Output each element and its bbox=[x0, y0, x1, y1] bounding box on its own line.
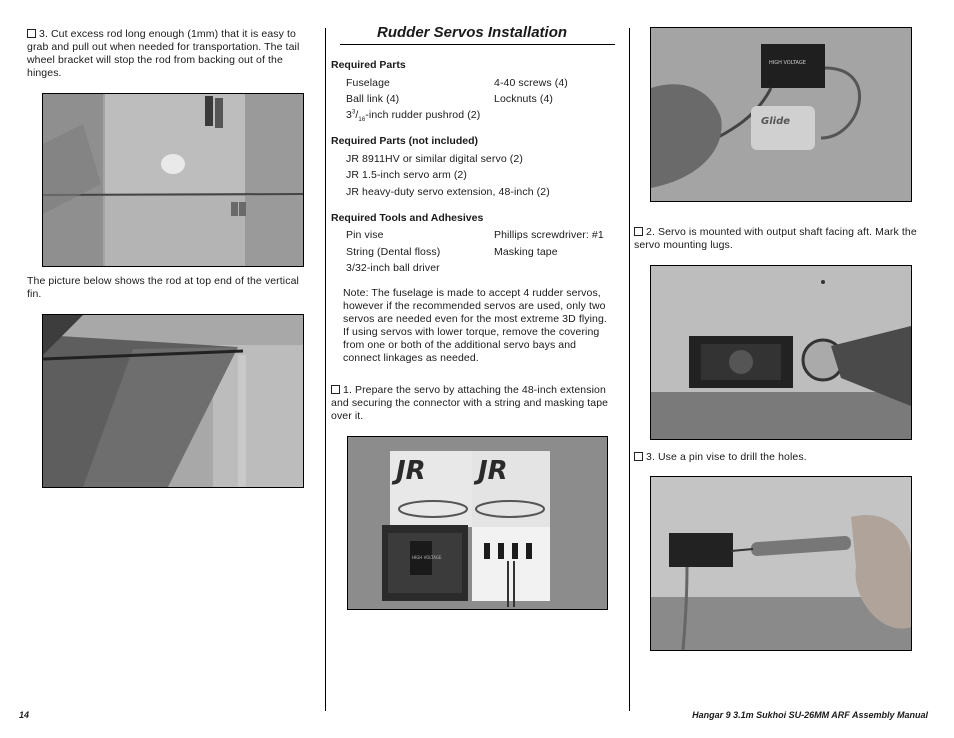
servo-label: HIGH VOLTAGE bbox=[412, 555, 442, 560]
step2-checkbox[interactable] bbox=[634, 227, 643, 236]
pin-vise-illustration bbox=[651, 477, 911, 650]
column-divider-right bbox=[629, 28, 630, 711]
part-ball-link: Ball link (4) bbox=[346, 93, 400, 105]
tool-screwdriver: Phillips screwdriver: #1 bbox=[494, 229, 604, 241]
servo-mounted-photo bbox=[650, 265, 912, 440]
right-step2-text: 2. Servo is mounted with output shaft facing aft. Mark the servo mounting lugs. bbox=[634, 226, 917, 251]
column-divider-left bbox=[325, 28, 326, 711]
servo-kit-photo bbox=[347, 436, 608, 610]
part-pushrod: $3^3/_{16}$-inch rudder pushrod (2) bbox=[346, 109, 481, 124]
tool-pin-vise: Pin vise bbox=[346, 229, 384, 241]
fuselage-note: Note: The fuselage is made to accept 4 rudder servos, however if the recommended servos are used, only two servos are needed even for the most extreme 3D flying. If using servos with lower torque, remove the covering from one or both of the additional servo bays and connect linkages as needed. bbox=[343, 287, 607, 364]
pushrod-denominator: 16 bbox=[358, 117, 366, 124]
servo-extension-photo bbox=[650, 27, 912, 202]
step3-checkbox[interactable] bbox=[27, 29, 36, 38]
title-underline bbox=[340, 44, 615, 45]
not-included-item: JR 8911HV or similar digital servo (2) bbox=[346, 153, 523, 165]
brand-label-1: JR bbox=[396, 456, 426, 486]
tool-string: String (Dental floss) bbox=[346, 246, 441, 258]
right-step3 bbox=[634, 451, 930, 464]
right-step3-text: 3. Use a pin vise to drill the holes. bbox=[646, 451, 807, 463]
tail-hinge-photo bbox=[42, 93, 304, 267]
part-fuselage: Fuselage bbox=[346, 77, 390, 89]
left-step3-text: 3. Cut excess rod long enough (1mm) that it is easy to grab and pull out when needed for transportation. The tail wheel bracket will stop the rod from backing out of the hinges. bbox=[27, 28, 300, 79]
left-caption: The picture below shows the rod at top end of the vertical fin. bbox=[27, 275, 299, 300]
connector-label: Glide bbox=[761, 116, 791, 127]
pushrod-numerator: 3 bbox=[351, 109, 356, 116]
middle-step1-text: 1. Prepare the servo by attaching the 48-inch extension and securing the connector with a string and masking tape over it. bbox=[331, 384, 609, 422]
not-included-heading: Required Parts (not included) bbox=[331, 135, 479, 147]
step3b-checkbox[interactable] bbox=[634, 452, 643, 461]
not-included-item: JR heavy-duty servo extension, 48-inch (2) bbox=[346, 186, 550, 198]
vertical-fin-photo bbox=[42, 314, 304, 488]
tool-tape: Masking tape bbox=[494, 246, 558, 258]
section-title: Rudder Servos Installation bbox=[377, 24, 568, 41]
tools-heading: Required Tools and Adhesives bbox=[331, 212, 484, 224]
servo-extension-illustration bbox=[651, 28, 911, 201]
part-locknuts: Locknuts (4) bbox=[494, 93, 553, 105]
right-step2 bbox=[634, 226, 930, 252]
not-included-item: JR 1.5-inch servo arm (2) bbox=[346, 169, 467, 181]
pushrod-whole: 3 bbox=[346, 109, 352, 121]
tail-hinge-illustration bbox=[43, 94, 303, 266]
manual-title: Hangar 9 3.1m Sukhoi SU-26MM ARF Assembly Manual bbox=[692, 710, 928, 720]
left-step3 bbox=[27, 28, 307, 80]
pushrod-rest: -inch rudder pushrod (2) bbox=[365, 109, 481, 121]
servo-kit-illustration bbox=[348, 437, 607, 609]
page-number: 14 bbox=[19, 710, 30, 720]
tool-ball-driver: 3/32-inch ball driver bbox=[346, 262, 440, 274]
brand-label-2: JR bbox=[478, 456, 508, 486]
part-screws: 4-40 screws (4) bbox=[494, 77, 568, 89]
vertical-fin-illustration bbox=[43, 315, 303, 487]
required-parts-heading: Required Parts bbox=[331, 59, 406, 71]
pin-vise-photo bbox=[650, 476, 912, 651]
servo-mounted-illustration bbox=[651, 266, 911, 439]
step1-checkbox[interactable] bbox=[331, 385, 340, 394]
servo-top-label: HIGH VOLTAGE bbox=[769, 60, 806, 66]
middle-step1 bbox=[331, 384, 615, 423]
